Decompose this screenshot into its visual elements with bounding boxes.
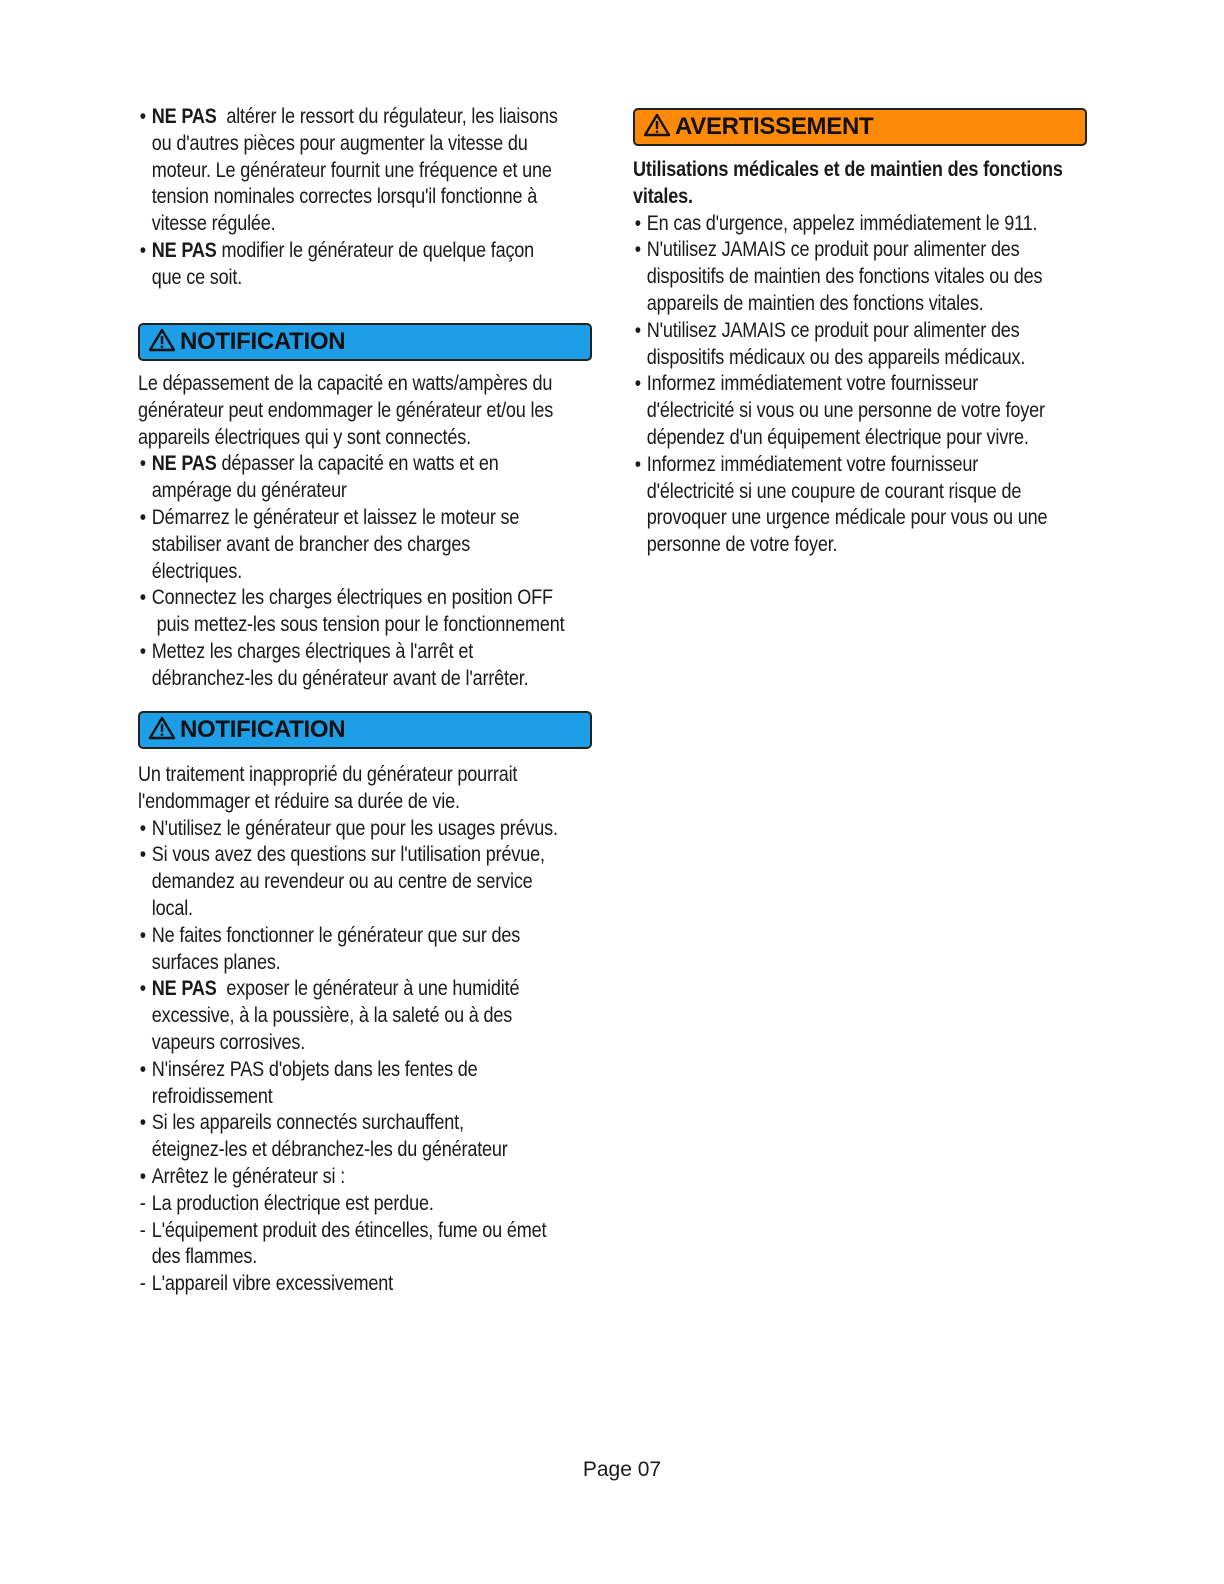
list-item-line: éteignez-les et débranchez-les du générateur [151, 1138, 508, 1162]
notice-intro-line: Le dépassement de la capacité en watts/ampères du [138, 372, 553, 395]
bullet-mark: • [139, 1164, 147, 1188]
dash-mark: - [139, 1272, 146, 1296]
list-item-line: Ne faites fonctionner le générateur que sur des [151, 923, 521, 947]
list-item-line: demandez au revendeur ou au centre de service [151, 870, 533, 894]
bullet-mark: • [139, 586, 147, 610]
bullet-mark: • [139, 977, 147, 1001]
list-item-line: Arrêtez le générateur si : [151, 1164, 346, 1188]
bullet-mark: • [634, 238, 642, 262]
dash-mark: - [139, 1218, 146, 1242]
notice-banner-1 [138, 323, 592, 361]
list-item-line: N'utilisez le générateur que pour les usages prévus. [151, 816, 558, 840]
bullet-mark: • [139, 238, 147, 262]
list-item-line: NE PAS exposer le générateur à une humidité [151, 977, 520, 1001]
emphasis-label: NE PAS [151, 452, 222, 476]
warning-heading-line: Utilisations médicales et de maintien des fonctions [633, 158, 1063, 181]
intro-list [138, 104, 558, 292]
list-item-line: NE PAS altérer le ressort du régulateur, les liaisons [151, 105, 558, 128]
bullet-mark: • [139, 452, 147, 476]
list-item-line: N'utilisez JAMAIS ce produit pour alimenter des [646, 318, 1020, 342]
notice-intro-line: appareils électriques qui y sont connectés. [138, 425, 471, 449]
list-item-line: débranchez-les du générateur avant de l'arrêter. [151, 666, 529, 690]
list-item-line: moteur. Le générateur fournit une fréquence et une [151, 158, 552, 182]
notice-1-content [138, 371, 565, 693]
list-item [138, 505, 551, 585]
notice-banner-2 [138, 711, 592, 749]
list-item-line: stabiliser avant de brancher des charges [151, 532, 471, 556]
dash-mark: - [139, 1191, 146, 1215]
notice-intro-line: générateur peut endommager le générateur et/ou les [138, 398, 554, 422]
list-item-line: L'équipement produit des étincelles, fume ou émet [151, 1218, 547, 1242]
bullet-mark: • [634, 318, 642, 342]
list-item [633, 211, 1037, 238]
list-item-line: N'utilisez JAMAIS ce produit pour alimenter des [646, 238, 1020, 262]
emphasis-label: NE PAS [151, 977, 222, 1001]
list-item-line: local. [151, 896, 193, 920]
list-item-line: Mettez les charges électriques à l'arrêt et [151, 639, 474, 663]
list-item [138, 639, 551, 693]
list-item [633, 237, 1043, 317]
list-item-line: Si vous avez des questions sur l'utilisation prévue, [151, 843, 545, 867]
list-item [138, 1110, 551, 1164]
warning-body [633, 157, 1103, 559]
bullet-mark: • [139, 639, 147, 663]
list-item [138, 238, 542, 292]
notice-banner-1-title: NOTIFICATION [180, 328, 346, 355]
notice-banner-2-title: NOTIFICATION [180, 716, 346, 743]
list-item-line: provoquer une urgence médicale pour vous ou une [646, 506, 1048, 530]
list-item-line: puis mettez-les sous tension pour le fonctionnement [151, 613, 565, 637]
list-item [138, 923, 551, 977]
notice-1-body [138, 371, 618, 693]
list-item-line: Connectez les charges électriques en position OFF [151, 586, 553, 610]
list-item-line: N'insérez PAS d'objets dans les fentes de [151, 1057, 478, 1081]
list-item-line: Informez immédiatement votre fournisseur [646, 452, 979, 476]
list-item [138, 976, 551, 1056]
list-item-line: d'électricité si une coupure de courant risque de [646, 479, 1022, 503]
warning-heading-line: vitales. [633, 184, 693, 208]
list-item-line: d'électricité si vous ou une personne de votre foyer [646, 399, 1045, 423]
page-number: Page 07 [582, 1458, 662, 1481]
list-item-line: ampérage du générateur [151, 479, 347, 503]
list-item-line: En cas d'urgence, appelez immédiatement le 911. [646, 211, 1038, 235]
list-item [633, 318, 1037, 372]
list-item-line: personne de votre foyer. [646, 533, 838, 557]
list-item-line: dispositifs de maintien des fonctions vitales ou des [646, 265, 1043, 289]
list-item-line: vitesse régulée. [151, 212, 276, 236]
list-item [138, 1191, 551, 1218]
list-item [138, 816, 558, 843]
bullet-mark: • [139, 816, 147, 840]
list-item-line: NE PAS modifier le générateur de quelque façon [151, 238, 535, 262]
list-item-line: que ce soit. [151, 265, 243, 289]
bullet-mark: • [139, 923, 147, 947]
list-item-line: électriques. [151, 559, 243, 583]
list-item [138, 585, 565, 639]
bullet-mark: • [139, 105, 147, 128]
bullet-mark: • [634, 211, 642, 235]
warning-banner [633, 108, 1087, 146]
warning-triangle-icon [148, 716, 176, 750]
list-item [138, 1218, 551, 1272]
list-item [138, 842, 551, 922]
list-item-line: excessive, à la poussière, à la saleté ou à des [151, 1004, 513, 1028]
warning-content [633, 157, 1063, 559]
list-item-line: appareils de maintien des fonctions vitales. [646, 291, 984, 315]
bullet-mark: • [139, 1111, 147, 1135]
list-item [633, 452, 1048, 559]
bullet-mark: • [139, 505, 147, 529]
list-item-line: Si les appareils connectés surchauffent, [151, 1111, 464, 1135]
list-item [138, 1164, 551, 1191]
intro-bullets [138, 104, 608, 292]
notice-2-body [138, 762, 618, 1298]
bullet-mark: • [634, 372, 642, 396]
bullet-mark: • [634, 452, 642, 476]
list-item [138, 104, 558, 238]
list-item [138, 1271, 551, 1298]
emphasis-label: NE PAS [151, 105, 222, 128]
list-item-line: surfaces planes. [151, 950, 281, 974]
list-item-line: dépendez d'un équipement électrique pour vivre. [646, 425, 1029, 449]
list-item [633, 371, 1045, 451]
list-item-line: tension nominales correctes lorsqu'il fonctionne à [151, 185, 538, 209]
list-item-line: NE PAS dépasser la capacité en watts et en [151, 452, 499, 476]
list-item-line: L'appareil vibre excessivement [151, 1272, 393, 1296]
list-item-line: Informez immédiatement votre fournisseur [646, 372, 979, 396]
notice-intro-line: l'endommager et réduire sa durée de vie. [138, 789, 460, 813]
list-item-line: La production électrique est perdue. [151, 1191, 434, 1215]
notice-2-content [138, 762, 558, 1298]
bullet-mark: • [139, 843, 147, 867]
list-item-line: ou d'autres pièces pour augmenter la vitesse du [151, 131, 528, 155]
list-item [138, 451, 551, 505]
warning-banner-title: AVERTISSEMENT [675, 113, 874, 140]
warning-triangle-icon [643, 113, 671, 147]
list-item-line: refroidissement [151, 1084, 273, 1108]
emphasis-label: NE PAS [151, 238, 222, 262]
list-item-line: des flammes. [151, 1245, 258, 1269]
bullet-mark: • [139, 1057, 147, 1081]
list-item-line: vapeurs corrosives. [151, 1030, 306, 1054]
list-item-line: Démarrez le générateur et laissez le moteur se [151, 505, 520, 529]
list-item [138, 1057, 551, 1111]
notice-intro-line: Un traitement inapproprié du générateur pourrait [138, 763, 518, 786]
list-item-line: dispositifs médicaux ou des appareils médicaux. [646, 345, 1026, 369]
warning-triangle-icon [148, 328, 176, 362]
